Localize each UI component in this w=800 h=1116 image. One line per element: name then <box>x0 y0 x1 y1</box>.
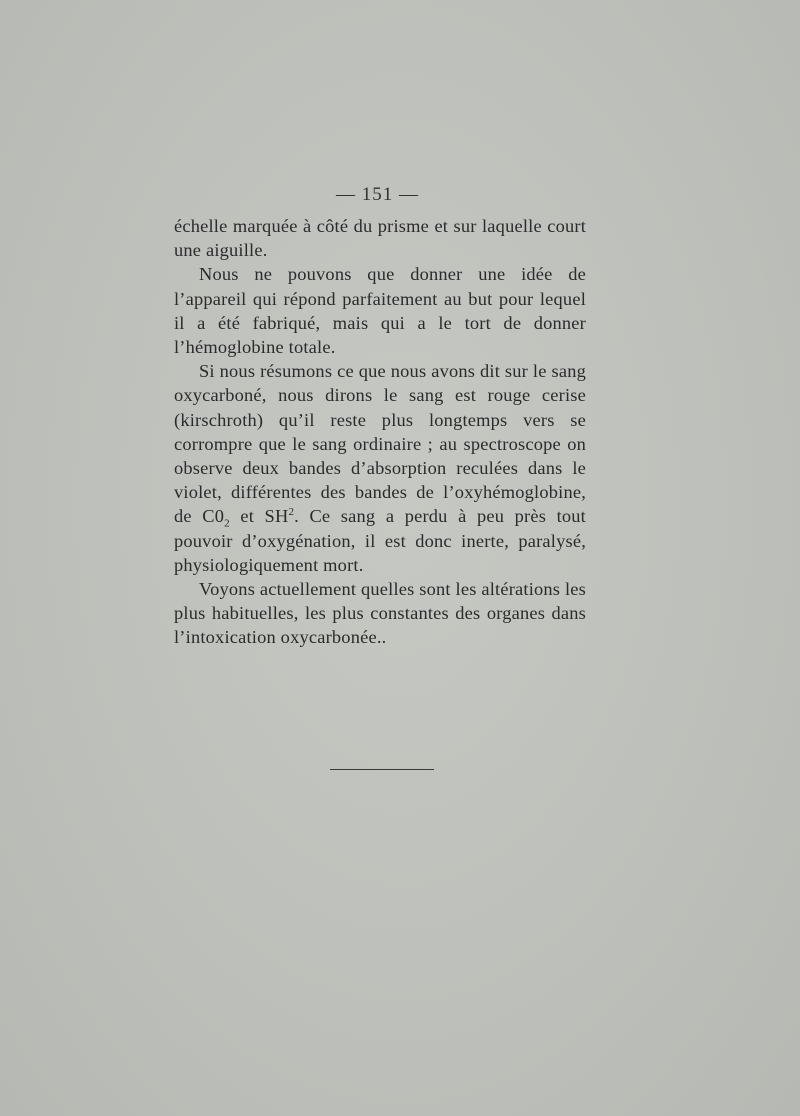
paragraph-4-text: Voyons actuellement quelles sont les altérations les plus habituelles, les plus constantes des organes dans l’intoxication oxycarbonée.. <box>174 579 586 648</box>
paragraph-4 <box>174 577 586 650</box>
sh2-superscript: 2 <box>288 506 295 519</box>
paragraph-3-text-end: . Ce sang a perdu à peu près tout pouvoir d’oxygénation, il est donc inerte, paralysé, physiologiquement mort. <box>174 506 586 575</box>
page-number: — 151 — <box>336 184 419 205</box>
body-text <box>174 214 586 650</box>
paragraph-3-text-middle: et SH <box>229 506 289 527</box>
paragraph-2 <box>174 262 586 359</box>
paragraph-1 <box>174 214 586 262</box>
paragraph-1-text: échelle marquée à côté du prisme et sur laquelle court une aiguille. <box>174 216 586 261</box>
co2-subscript: 2 <box>224 518 230 531</box>
section-divider-rule <box>330 769 434 770</box>
paragraph-2-text: Nous ne pouvons que donner une idée de l’appareil qui répond parfaitement au but pour lequel il a été fabriqué, mais qui a le tort de donner l’hémoglobine totale. <box>174 264 586 358</box>
paragraph-3 <box>174 359 586 577</box>
paragraph-3-text-start: Si nous résumons ce que nous avons dit sur le sang oxycarboné, nous dirons le sang est rouge cerise (kirschroth) qu’il reste plus longtemps vers se corrompre que le sang ordinaire ; au spectroscope on observe deux bandes d’absorption reculées dans le violet, différentes des bandes de l’oxyhémoglobine, de C0 <box>174 361 586 527</box>
